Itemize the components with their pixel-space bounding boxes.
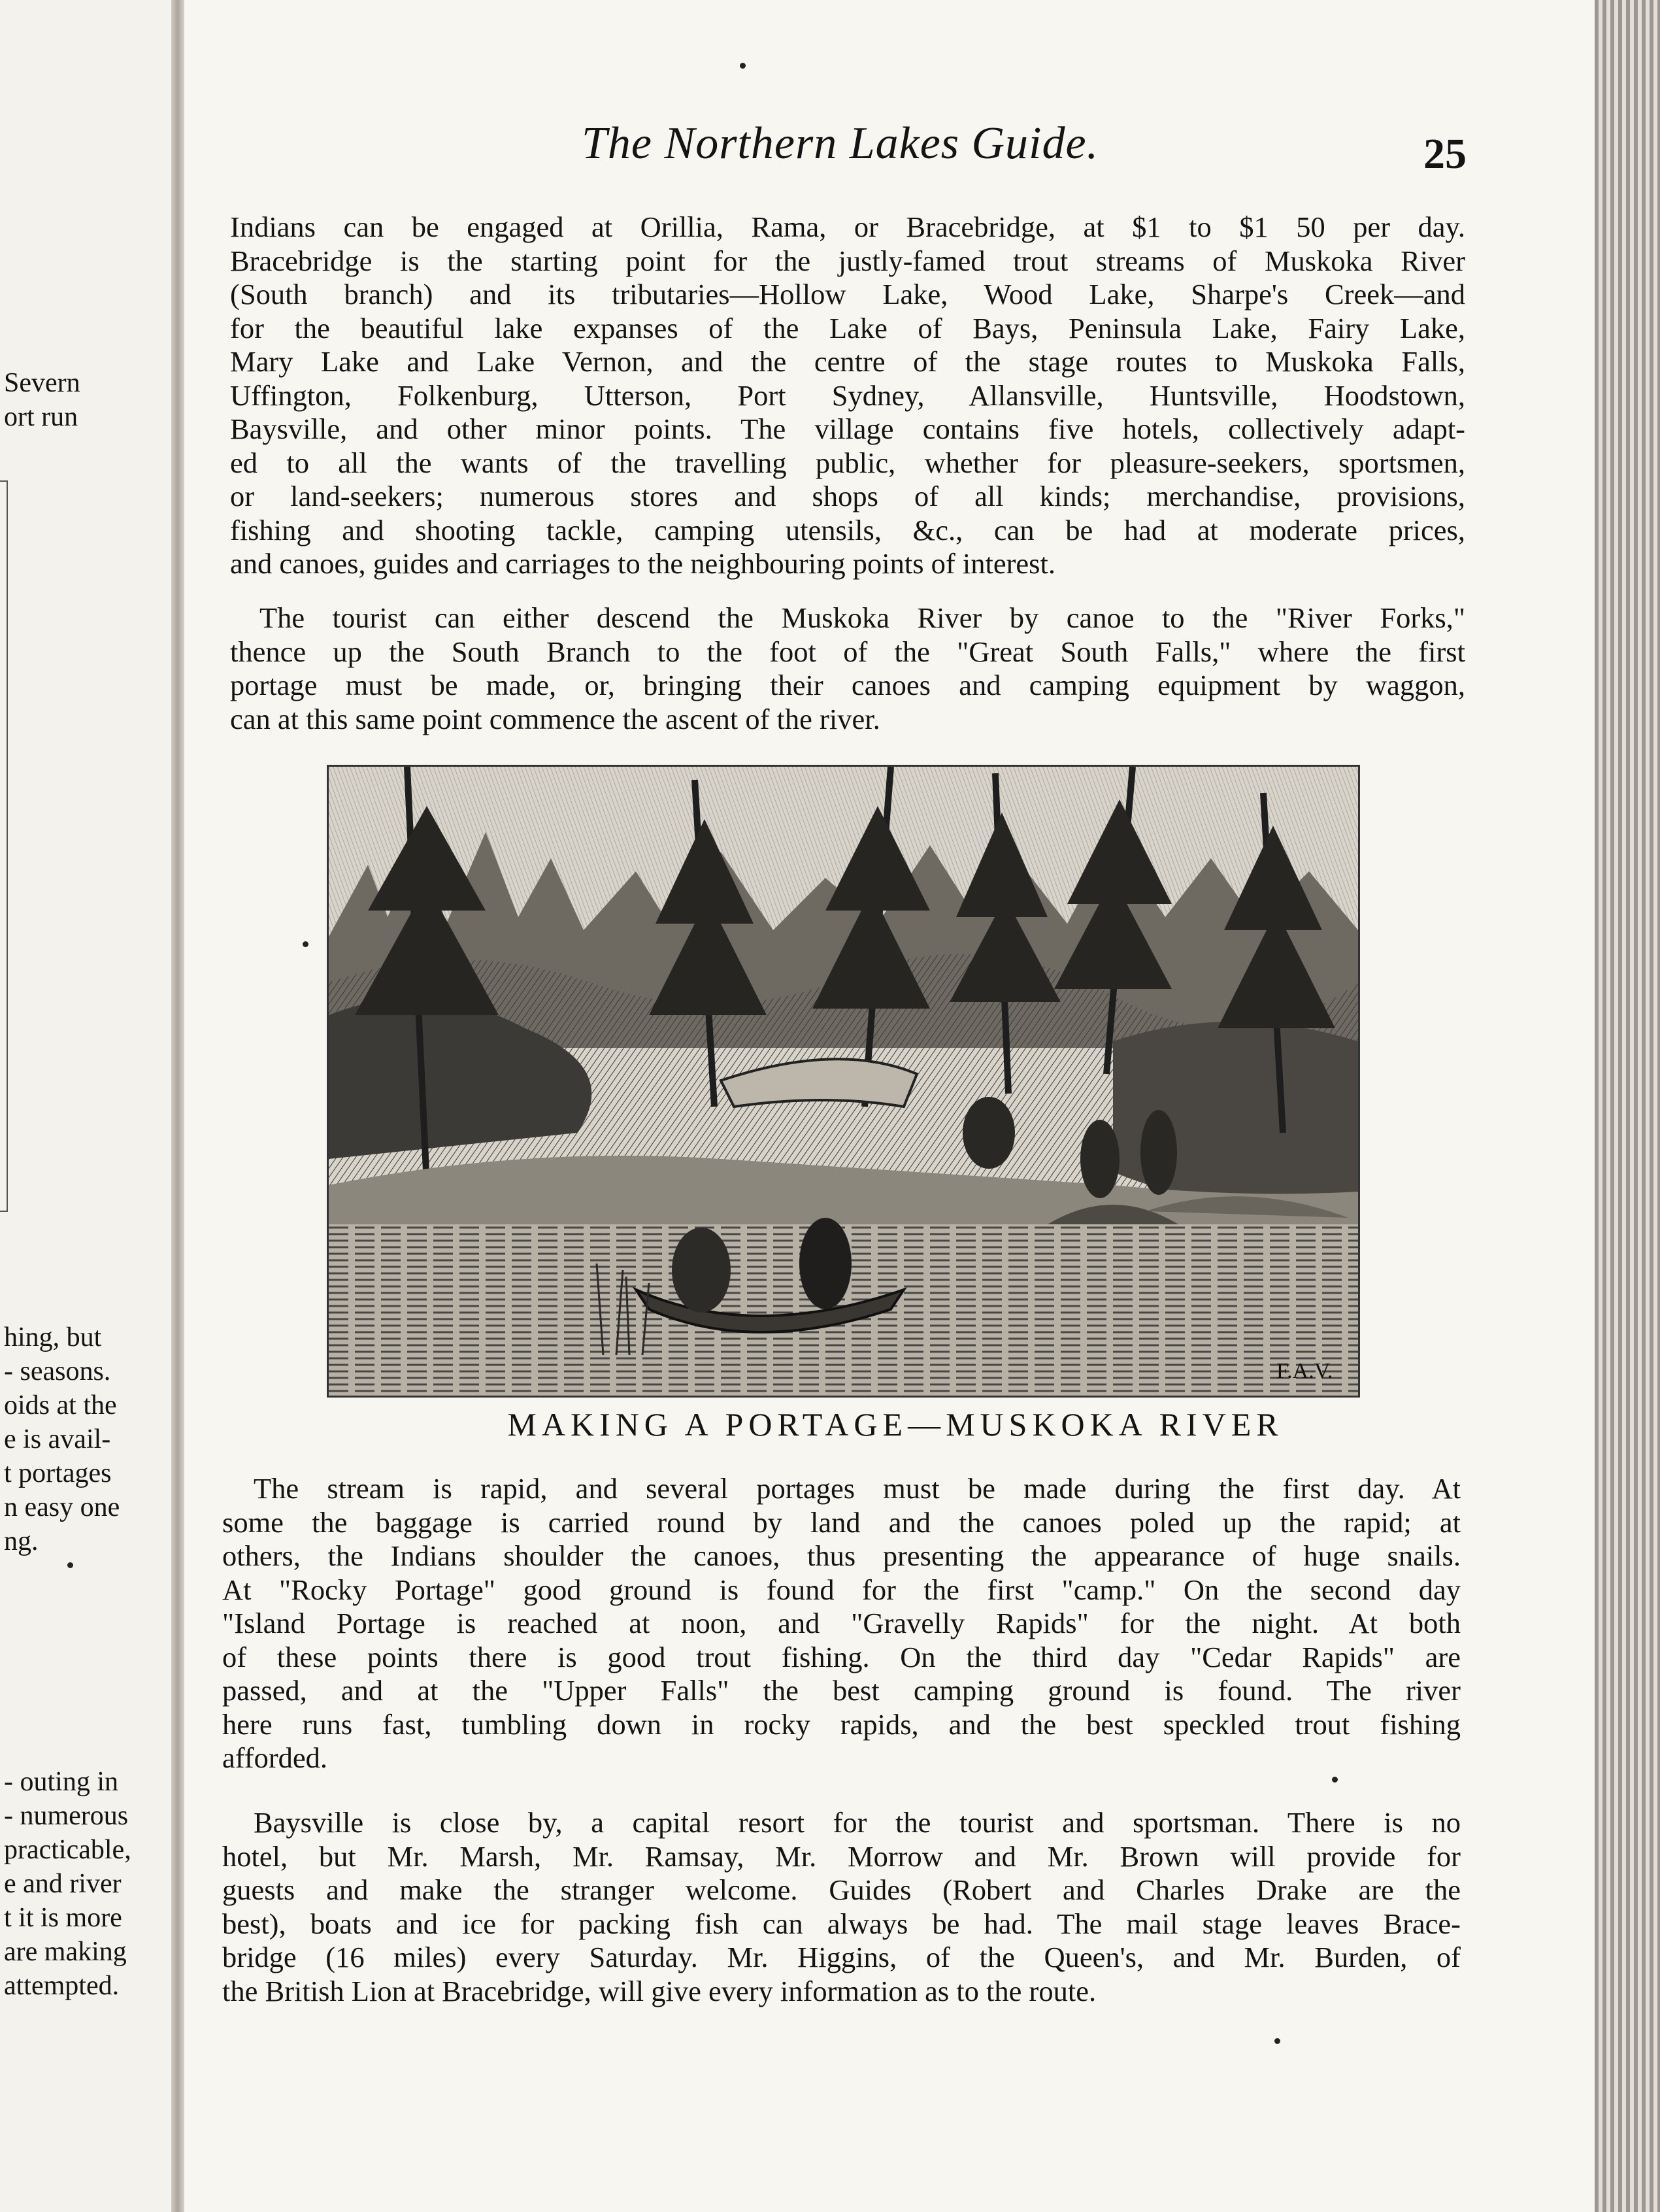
running-title: The Northern Lakes Guide. xyxy=(582,118,1099,169)
text-line: Indians can be engaged at Orillia, Rama, or Bracebridge, at $1 to $1 50 per day. xyxy=(230,210,1465,243)
left-fragment: practicable, xyxy=(4,1835,131,1865)
paragraph-2 xyxy=(230,601,1465,736)
text-line: thence up the South Branch to the foot of the "Great South Falls," where the first xyxy=(230,635,1465,668)
text-line: afforded. xyxy=(222,1741,328,1774)
text-line: Baysville, and other minor points. The village contains five hotels, collectively adapt- xyxy=(230,412,1465,445)
text-line: and canoes, guides and carriages to the neighbouring points of interest. xyxy=(230,547,1055,580)
text-line: "Island Portage is reached at noon, and "Gravelly Rapids" for the night. At both xyxy=(222,1607,1461,1639)
left-fragment: t it is more xyxy=(4,1903,122,1933)
left-fragment: oids at the xyxy=(4,1390,117,1420)
left-fragment: - outing in xyxy=(4,1767,118,1797)
left-fragment: - seasons. xyxy=(4,1356,111,1386)
left-fragment: attempted. xyxy=(4,1971,120,2001)
engraving-illustration xyxy=(327,765,1360,1398)
text-line: Baysville is close by, a capital resort for the tourist and sportsman. There is no xyxy=(254,1806,1461,1839)
ink-speck xyxy=(1332,1777,1338,1783)
left-fragment: e and river xyxy=(4,1869,122,1899)
text-line: bridge (16 miles) every Saturday. Mr. Higgins, of the Queen's, and Mr. Burden, of xyxy=(222,1941,1461,1973)
paragraph-4 xyxy=(222,1806,1461,2008)
left-fragment: e is avail- xyxy=(4,1424,111,1454)
left-page-rule-box xyxy=(0,480,8,1212)
left-fragment: - numerous xyxy=(4,1801,129,1831)
left-page xyxy=(0,0,171,2212)
paragraph-1 xyxy=(230,210,1465,581)
page-edges xyxy=(1595,0,1660,2212)
left-fragment: Severn xyxy=(4,368,80,398)
figure-caption: MAKING A PORTAGE—MUSKOKA RIVER xyxy=(507,1406,1284,1443)
text-line: portage must be made, or, bringing their canoes and camping equipment by waggon, xyxy=(230,669,1465,701)
text-line: hotel, but Mr. Marsh, Mr. Ramsay, Mr. Morrow and Mr. Brown will provide for xyxy=(222,1839,1461,1873)
text-line: can at this same point commence the ascent of the river. xyxy=(230,702,880,735)
text-line: guests and make the stranger welcome. Guides (Robert and Charles Drake are the xyxy=(222,1873,1461,1906)
text-line: the British Lion at Bracebridge, will give every information as to the route. xyxy=(222,1974,1097,2007)
text-line: fishing and shooting tackle, camping utensils, &c., can be had at moderate prices, xyxy=(230,513,1465,546)
paragraph-3 xyxy=(222,1472,1461,1775)
text-line: or land-seekers; numerous stores and shops of all kinds; merchandise, provisions, xyxy=(230,480,1465,512)
text-line: The tourist can either descend the Muskoka River by canoe to the "River Forks," xyxy=(259,601,1465,634)
page-number: 25 xyxy=(1423,130,1467,178)
text-line: The stream is rapid, and several portages must be made during the first day. At xyxy=(254,1472,1461,1505)
text-line: passed, and at the "Upper Falls" the best camping ground is found. The river xyxy=(222,1674,1461,1707)
left-fragment: n easy one xyxy=(4,1492,120,1522)
ink-speck xyxy=(1274,2038,1280,2044)
left-fragment: t portages xyxy=(4,1458,112,1488)
engraver-signature: F.A.V. xyxy=(1276,1359,1333,1383)
text-line: of these points there is good trout fishing. On the third day "Cedar Rapids" are xyxy=(222,1640,1461,1673)
ink-speck xyxy=(740,63,746,69)
text-line: for the beautiful lake expanses of the Lake of Bays, Peninsula Lake, Fairy Lake, xyxy=(230,311,1465,344)
text-line: here runs fast, tumbling down in rocky rapids, and the best speckled trout fishing xyxy=(222,1707,1461,1741)
left-fragment: ng. xyxy=(4,1526,39,1556)
text-line: best), boats and ice for packing fish can always be had. The mail stage leaves Brace- xyxy=(222,1907,1461,1940)
left-fragment: hing, but xyxy=(4,1322,102,1352)
text-line: some the baggage is carried round by land and the canoes poled up the rapid; at xyxy=(222,1505,1461,1539)
text-line: others, the Indians shoulder the canoes, thus presenting the appearance of huge snails. xyxy=(222,1539,1461,1572)
text-line: ed to all the wants of the travelling public, whether for pleasure-seekers, sportsmen, xyxy=(230,446,1465,479)
ink-speck xyxy=(67,1562,73,1568)
engraving-picture xyxy=(329,767,1358,1396)
text-line: Mary Lake and Lake Vernon, and the centre of the stage routes to Muskoka Falls, xyxy=(230,345,1465,378)
text-line: At "Rocky Portage" good ground is found for the first "camp." On the second day xyxy=(222,1573,1461,1606)
left-fragment: are making xyxy=(4,1937,127,1967)
ink-speck xyxy=(303,941,308,947)
text-line: Bracebridge is the starting point for the justly-famed trout streams of Muskoka River xyxy=(230,244,1465,277)
text-line: (South branch) and its tributaries—Hollow Lake, Wood Lake, Sharpe's Creek—and xyxy=(230,278,1465,310)
text-line: Uffington, Folkenburg, Utterson, Port Sydney, Allansville, Huntsville, Hoodstown, xyxy=(230,378,1465,412)
left-fragment: ort run xyxy=(4,402,78,432)
book-gutter xyxy=(171,0,184,2212)
